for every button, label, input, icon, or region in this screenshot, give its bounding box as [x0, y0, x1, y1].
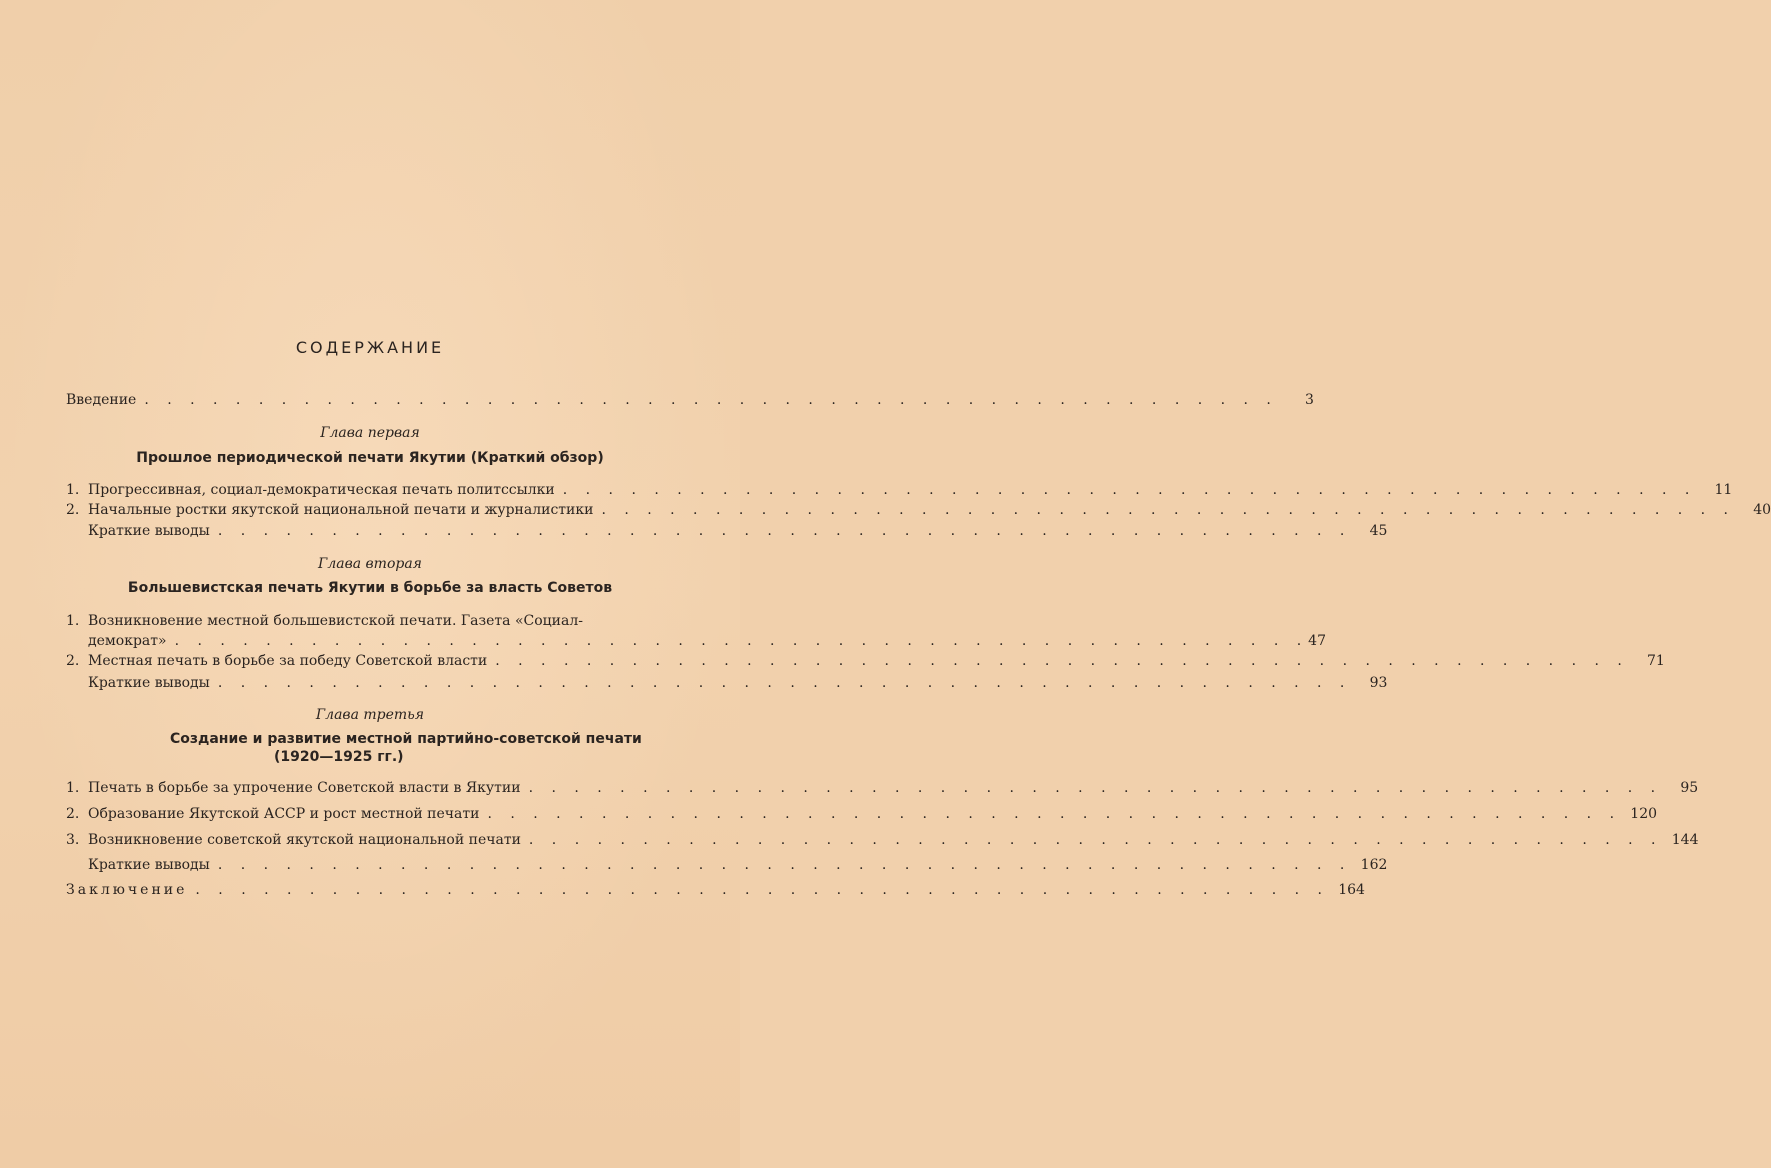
chapter-3-title-line2: (1920—1925 гг.): [274, 749, 404, 765]
chapter-3-title: [170, 730, 670, 766]
toc-entry-page: 45: [1369, 523, 1388, 539]
dot-leader: . . . . . . . . . . . . . . . . . . . . . . . . . . . . . . . . . . . . . . . . . . . . . . . . . .: [144, 392, 1278, 408]
dot-leader: . . . . . . . . . . . . . . . . . . . . . . . . . . . . . . . . . . . . . . . . . . . . . . . . . .: [174, 633, 1309, 649]
toc-entry-intro: [66, 390, 1314, 410]
toc-entry-2-1: [66, 611, 1326, 651]
toc-entry-number: 3.: [66, 832, 80, 848]
toc-entry-label: Краткие выводы: [88, 857, 210, 873]
toc-entry-3-3: [66, 830, 1699, 850]
toc-entry-page: 144: [1671, 832, 1699, 848]
toc-entry-1-2: [66, 500, 1771, 520]
chapter-3-title-line1: Создание и развитие местной партийно-советской печати: [170, 731, 642, 747]
toc-entry-number: 2.: [66, 806, 80, 822]
toc-entry-number: 1.: [66, 482, 80, 498]
toc-entry-number: 1.: [66, 780, 80, 796]
toc-entry-number: 2.: [66, 502, 80, 518]
toc-entry-2-summary: [88, 673, 1388, 693]
toc-entry-conclusion: [66, 880, 1365, 900]
chapter-1-label: Глава первая: [320, 425, 420, 441]
toc-entry-label: Прогрессивная, социал-демократическая печать политссылки: [88, 482, 555, 498]
toc-entry-label: Местная печать в борьбе за победу Советской власти: [88, 653, 488, 669]
toc-entry-label: Введение: [66, 392, 137, 408]
toc-entry-1-1: [66, 480, 1733, 500]
toc-entry-page: 120: [1630, 806, 1658, 822]
toc-entry-label: Печать в борьбе за упрочение Советской власти в Якутии: [88, 780, 521, 796]
dot-leader: . . . . . . . . . . . . . . . . . . . . . . . . . . . . . . . . . . . . . . . . . . . . . . . . . .: [528, 780, 1663, 796]
toc-entry-page: 162: [1360, 857, 1388, 873]
toc-entry-page: 93: [1369, 675, 1388, 691]
dot-leader: . . . . . . . . . . . . . . . . . . . . . . . . . . . . . . . . . . . . . . . . . . . . . . . . . .: [217, 523, 1352, 539]
toc-entry-3-1: [66, 778, 1699, 798]
toc-entry-label: Краткие выводы: [88, 523, 210, 539]
toc-entry-page: 11: [1714, 482, 1733, 498]
toc-entry-page: 40: [1753, 502, 1771, 518]
toc-entry-page: 71: [1647, 653, 1665, 669]
dot-leader: . . . . . . . . . . . . . . . . . . . . . . . . . . . . . . . . . . . . . . . . . . . . . . . . . .: [217, 675, 1352, 691]
dot-leader: . . . . . . . . . . . . . . . . . . . . . . . . . . . . . . . . . . . . . . . . . . . . . . . . . .: [217, 857, 1352, 873]
page-title: СОДЕРЖАНИЕ: [295, 338, 445, 357]
dot-leader: . . . . . . . . . . . . . . . . . . . . . . . . . . . . . . . . . . . . . . . . . . . . . . . . . .: [495, 653, 1629, 669]
toc-entry-number: 1.: [66, 613, 80, 629]
toc-entry-page: 95: [1680, 780, 1699, 796]
dot-leader: . . . . . . . . . . . . . . . . . . . . . . . . . . . . . . . . . . . . . . . . . . . . . . . . . .: [195, 882, 1329, 898]
dot-leader: . . . . . . . . . . . . . . . . . . . . . . . . . . . . . . . . . . . . . . . . . . . . . . . . . .: [562, 482, 1697, 498]
chapter-1-title: Прошлое периодической печати Якутии (Краткий обзор): [136, 450, 604, 466]
toc-entry-label: Краткие выводы: [88, 675, 210, 691]
chapter-2-title: Большевистская печать Якутии в борьбе за власть Советов: [127, 580, 613, 596]
chapter-2-label: Глава вторая: [318, 556, 422, 572]
toc-entry-label: Возникновение советской якутской национальной печати: [88, 832, 521, 848]
toc-entry-label-line1: Возникновение местной большевистской печати. Газета «Социал-: [88, 613, 583, 629]
toc-entry-label: Начальные ростки якутской национальной печати и журналистики: [88, 502, 594, 518]
toc-entry-3-2: [66, 804, 1658, 824]
toc-entry-label: Образование Якутской АССР и рост местной печати: [88, 806, 480, 822]
chapter-3-label: Глава третья: [315, 707, 425, 723]
toc-entry-label: Заключение: [66, 882, 188, 898]
dot-leader: . . . . . . . . . . . . . . . . . . . . . . . . . . . . . . . . . . . . . . . . . . . . . . . . . .: [601, 502, 1736, 518]
toc-entry-page: 3: [1304, 392, 1314, 408]
toc-entry-label-line2: демократ»: [88, 633, 167, 649]
dot-leader: . . . . . . . . . . . . . . . . . . . . . . . . . . . . . . . . . . . . . . . . . . . . . . . . . .: [487, 806, 1622, 822]
toc-entry-3-summary: [88, 855, 1388, 875]
toc-entry-1-summary: [88, 521, 1388, 541]
dot-leader: . . . . . . . . . . . . . . . . . . . . . . . . . . . . . . . . . . . . . . . . . . . . . . . . . .: [528, 832, 1663, 848]
toc-entry-page: 164: [1338, 882, 1365, 898]
toc-entry-number: 2.: [66, 653, 80, 669]
toc-entry-page: 47: [1308, 633, 1326, 649]
toc-entry-2-2: [66, 651, 1665, 671]
